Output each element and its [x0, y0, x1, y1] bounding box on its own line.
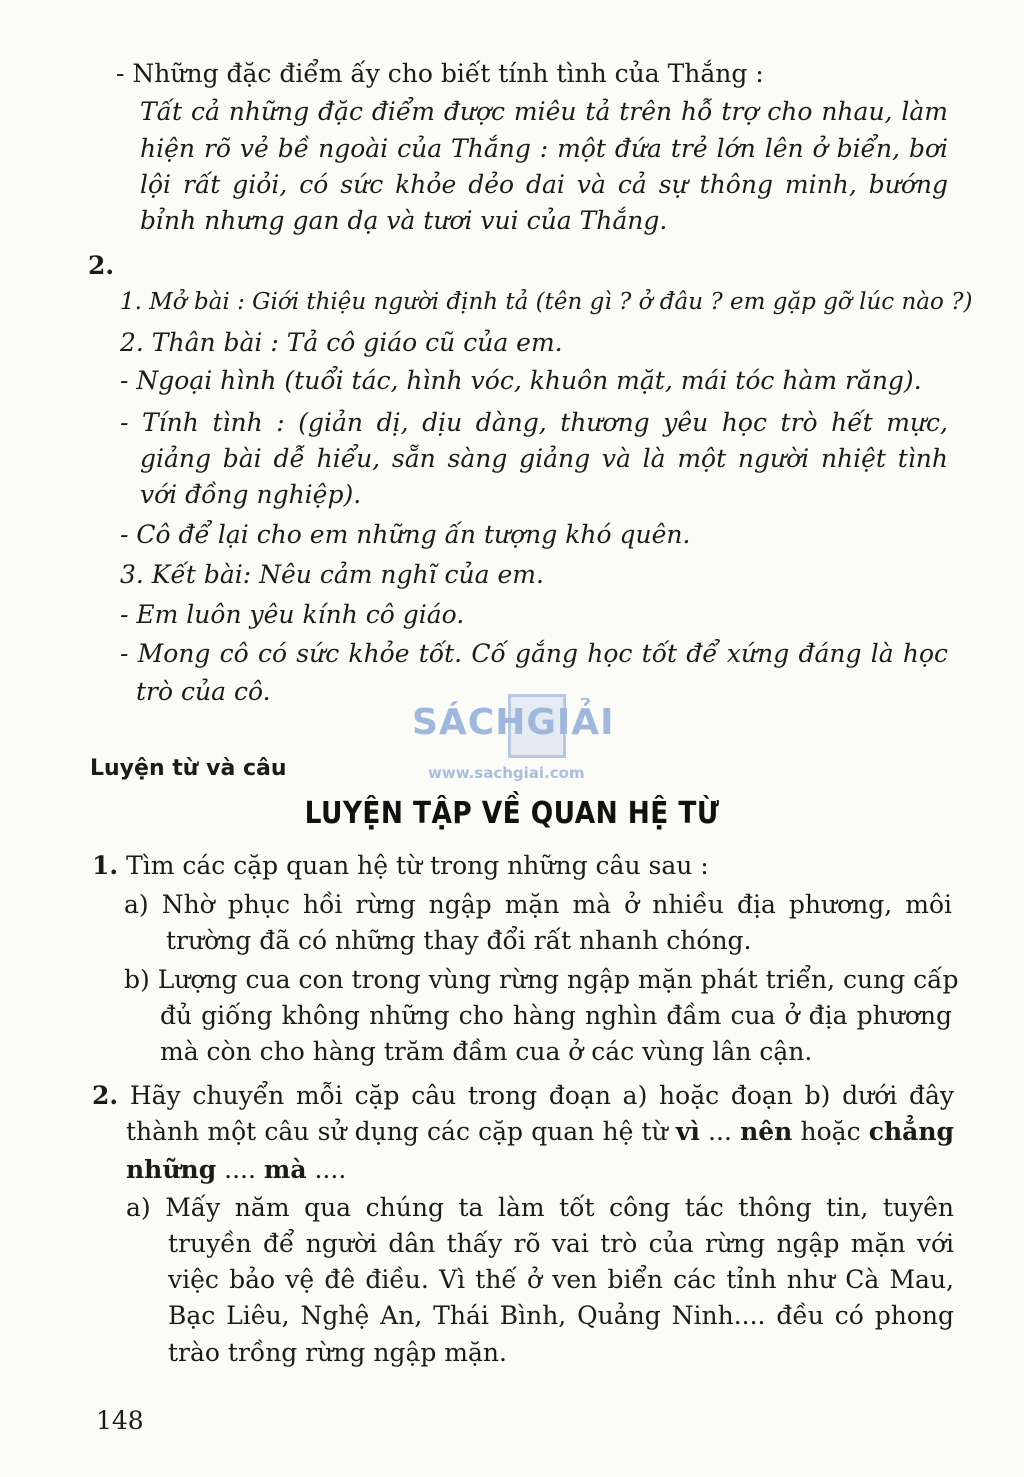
exercise2-part-a-line: việc bảo vệ đê điều. Vì thế ở ven biển các tỉnh như Cà Mau,: [168, 1265, 954, 1294]
outline-line: - Mong cô có sức khỏe tốt. Cố gắng học tốt để xứng đáng là học: [120, 639, 948, 668]
outline-line: - Cô để lại cho em những ấn tượng khó quên.: [120, 520, 691, 549]
outline-number: 2.: [88, 251, 115, 280]
watermark: [412, 694, 632, 784]
answer-line: hiện rõ vẻ bề ngoài của Thắng : một đứa trẻ lớn lên ở biển, bơi: [140, 134, 948, 163]
outline-line: 3. Kết bài: Nêu cảm nghĩ của em.: [120, 560, 544, 589]
exercise2-line: thành một câu sử dụng các cặp quan hệ từ vì ... nên hoặc chẳng: [126, 1117, 955, 1146]
exercise1-line: b) Lượng cua con trong vùng rừng ngập mặn phát triển, cung cấp: [124, 965, 959, 994]
exercise2-line: những .... mà ....: [126, 1155, 347, 1184]
exercise2-line: 2. Hãy chuyển mỗi cặp câu trong đoạn a) hoặc đoạn b) dưới đây: [92, 1081, 954, 1110]
exercise2-part-a-line: truyền để người dân thấy rõ vai trò của rừng ngập mặn với: [168, 1229, 954, 1258]
exercise1-line: trường đã có những thay đổi rất nhanh chóng.: [166, 926, 752, 955]
answer-line: bỉnh nhưng gan dạ và tươi vui của Thắng.: [140, 206, 668, 235]
outline-line: giảng bài dễ hiểu, sẵn sàng giảng và là một người nhiệt tình: [140, 444, 948, 473]
exercise2-part-a-line: trào trồng rừng ngập mặn.: [168, 1338, 507, 1367]
outline-line: - Em luôn yêu kính cô giáo.: [120, 600, 465, 629]
exercise1-line: đủ giống không những cho hàng nghìn đầm cua ở địa phương: [160, 1001, 952, 1030]
exercise1-line: a) Nhờ phục hồi rừng ngập mặn mà ở nhiều địa phương, môi: [124, 890, 952, 919]
section-label: Luyện từ và câu: [90, 756, 287, 781]
watermark-logo: SÁCHGIẢI: [412, 702, 615, 743]
exercise1-prompt: 1. Tìm các cặp quan hệ từ trong những câu sau :: [92, 851, 709, 880]
outline-line: trò của cô.: [136, 677, 271, 706]
outline-line: với đồng nghiệp).: [140, 480, 362, 509]
page-number: 148: [96, 1406, 144, 1435]
outline-line: - Ngoại hình (tuổi tác, hình vóc, khuôn mặt, mái tóc hàm răng).: [120, 366, 922, 395]
outline-line: 2. Thân bài : Tả cô giáo cũ của em.: [120, 328, 563, 357]
section-title: LUYỆN TẬP VỀ QUAN HỆ TỪ: [304, 796, 720, 831]
exercise2-part-a-line: a) Mấy năm qua chúng ta làm tốt công tác thông tin, tuyên: [126, 1193, 954, 1222]
answer-line: lội rất giỏi, có sức khỏe dẻo dai và cả sự thông minh, bướng: [140, 170, 948, 199]
exercise2-part-a-line: Bạc Liêu, Nghệ An, Thái Bình, Quảng Ninh.... đều có phong: [168, 1301, 954, 1330]
outline-line: 1. Mở bài : Giới thiệu người định tả (tên gì ? ở đâu ? em gặp gỡ lúc nào ?): [120, 289, 973, 315]
answer-line: Tất cả những đặc điểm được miêu tả trên hỗ trợ cho nhau, làm: [140, 97, 948, 126]
exercise1-line: mà còn cho hàng trăm đầm cua ở các vùng lân cận.: [160, 1037, 813, 1066]
intro-line: - Những đặc điểm ấy cho biết tính tình của Thắng :: [116, 59, 764, 88]
outline-line: - Tính tình : (giản dị, dịu dàng, thương yêu học trò hết mực,: [120, 408, 948, 437]
watermark-url: www.sachgiai.com: [428, 764, 585, 782]
